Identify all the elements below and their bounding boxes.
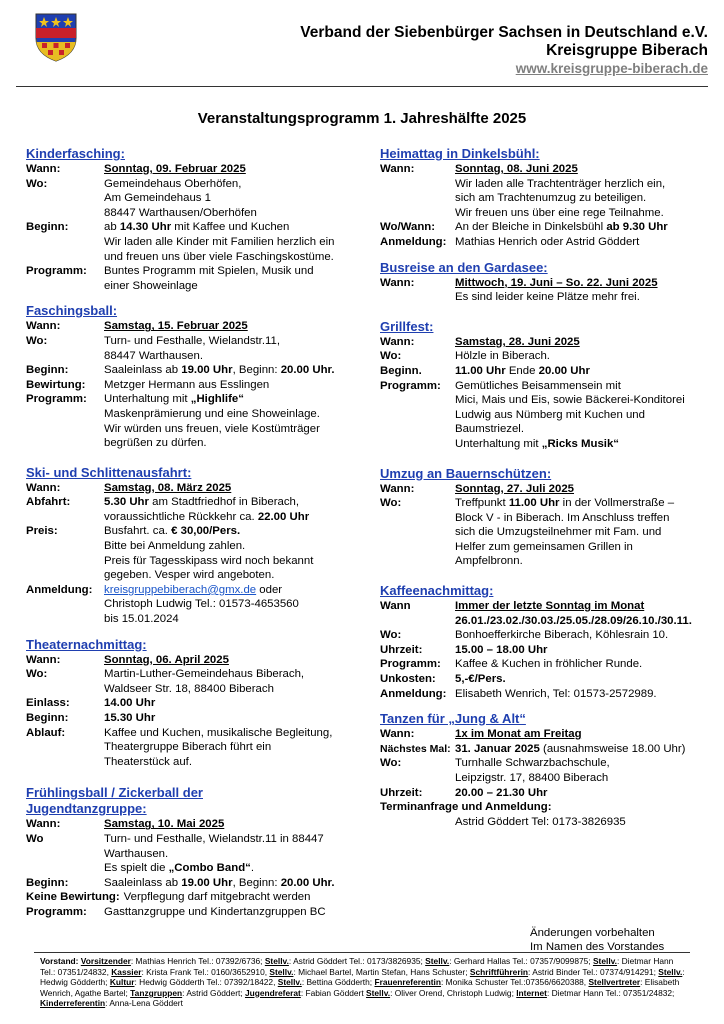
value: Metzger Hermann aus Esslingen (104, 378, 270, 391)
value: 5.30 Uhr am Stadtfriedhof in Biberach, (104, 496, 300, 509)
label: Anmeldung: (380, 687, 447, 700)
value: begrüßen zu dürfen. (104, 437, 207, 450)
value: kreisgruppebiberach@gmx.de oder (104, 583, 283, 596)
label: Wo: (26, 177, 48, 190)
footer-person: : Mathias Henrich Tel.: 07392/6736; (130, 956, 265, 966)
label: Programm: (380, 658, 441, 671)
value: Saaleinlass ab 19.00 Uhr, Beginn: 20.00 Uhr. (104, 876, 335, 889)
section-ski (26, 465, 366, 627)
date: Samstag, 08. März 2025 (104, 481, 232, 494)
label: Abfahrt: (26, 496, 71, 509)
label: Wann: (26, 163, 61, 175)
label: Wann: (26, 818, 61, 831)
footer-role: Kultur (109, 977, 135, 988)
value: 88447 Warthausen/Oberhöfen (104, 206, 257, 219)
footer-role: Stellv. (592, 956, 618, 966)
footer-role: Kinderreferentin (40, 998, 106, 1009)
label: Ablauf: (26, 726, 66, 739)
value: Wir laden alle Kinder mit Familien herzlich ein (104, 235, 335, 248)
label: Beginn: (26, 876, 69, 889)
label: Terminanfrage und Anmeldung: (380, 801, 552, 814)
date: Sonntag, 27. Juli 2025 (455, 482, 575, 495)
section-busreise (380, 260, 710, 305)
label: Beginn. (380, 364, 422, 377)
left-column (26, 146, 366, 930)
footer-label: Vorstand: (40, 956, 79, 966)
value: 11.00 Uhr Ende 20.00 Uhr (455, 364, 590, 377)
value: Am Gemeindehaus 1 (104, 192, 212, 205)
section-theater (26, 637, 366, 770)
document-title: Veranstaltungsprogramm 1. Jahreshälfte 2025 (197, 110, 527, 127)
value: Es sind leider keine Plätze mehr frei. (455, 291, 640, 304)
signature-line: Im Namen des Vorstandes (530, 941, 665, 953)
value: Turnhalle Schwarzbachschule, (455, 757, 610, 770)
label: Wo: (26, 668, 48, 681)
label: Unkosten: (380, 673, 436, 686)
label: Wann: (380, 335, 415, 348)
value: Saaleinlass ab 19.00 Uhr, Beginn: 20.00 Uhr. (104, 364, 335, 377)
label: Nächstes Mal: (380, 742, 451, 755)
footer-person: : Monika Schuster Tel.:07356/6620388, (441, 977, 589, 988)
label: Einlass: (26, 697, 70, 710)
value: Block V - in Biberach. Im Anschluss treffen (455, 511, 670, 524)
value: Hölzle in Biberach. (455, 350, 550, 363)
section-grillfest (380, 319, 710, 452)
section-kinderfasching (26, 146, 366, 293)
value: Turn- und Festhalle, Wielandstr.11, (104, 334, 281, 347)
footer-person: : Astrid Göddert; (182, 987, 245, 998)
section-heading: Heimattag in Dinkelsbühl: (380, 146, 540, 161)
value: 5,-€/Pers. (455, 673, 506, 686)
changes-note (530, 926, 664, 954)
value: Theatergruppe Biberach führt ein (104, 741, 272, 754)
value: gegeben. Vesper wird angeboten. (104, 569, 275, 582)
value: 88447 Warthausen. (104, 349, 203, 362)
footer-divider (34, 952, 690, 953)
section-heading: Kaffeenachmittag: (380, 583, 494, 599)
value: Elisabeth Wenrich, Tel: 01573-2572989. (455, 687, 657, 700)
value: Waldseer Str. 18, 88400 Biberach (104, 682, 274, 695)
footer-role: Frauenreferentin (374, 977, 442, 988)
footer-role: Stellv. (264, 956, 289, 966)
date: Sonntag, 08. Juni 2025 (455, 163, 578, 175)
label: Wo (26, 832, 44, 845)
footer-role: Stellv. (269, 966, 294, 977)
section-heading: Busreise an den Gardasee: (380, 259, 548, 275)
label: Wo: (26, 334, 48, 347)
value: bis 15.01.2024 (104, 613, 179, 626)
crest-logo (34, 12, 78, 62)
value: Helfer zum gemeinsamen Grillen in (455, 540, 633, 553)
footer-person: : Dietmar Hann Tel.: 07351/24832; (546, 987, 675, 998)
label: Beginn: (26, 364, 69, 377)
section-heading: Jugendtanzgruppe: (26, 801, 147, 817)
value: 14.00 Uhr (104, 697, 156, 710)
date: Mittwoch, 19. Juni – So. 22. Juni 2025 (455, 276, 658, 289)
footer-role: Stellv. (366, 987, 391, 998)
value: Treffpunkt 11.00 Uhr in der Vollmerstraße – (455, 497, 675, 510)
footer-person: : Astrid Göddert Tel.: 0173/3826935; (288, 956, 426, 966)
label: Preis: (26, 525, 58, 538)
value: Warthausen. (104, 847, 169, 860)
label: Wann: (380, 276, 415, 289)
label: Wann: (380, 482, 415, 495)
footer-role: Kassier (111, 966, 142, 977)
footer-person: : Anna-Lena Göddert (105, 998, 183, 1009)
value: Gasttanzgruppe und Kindertanzgruppen BC (104, 905, 326, 918)
value: Busfahrt. ca. € 30,00/Pers. (104, 525, 241, 538)
footer-person: : Dietmar Hann Tel.: 07351/24832, (40, 956, 674, 977)
value: voraussichtliche Rückkehr ca. 22.00 Uhr (104, 510, 310, 523)
date: Samstag, 28. Juni 2025 (455, 335, 580, 348)
label: Uhrzeit: (380, 786, 423, 799)
label: Wann: (380, 728, 415, 741)
footer-role: Stellvertreter (588, 977, 641, 988)
value: Verpflegung darf mitgebracht werden (123, 891, 311, 904)
value: Theaterstück auf. (104, 755, 193, 768)
footer-person: : Gerhard Hallas Tel.: 07357/9099875; (449, 956, 593, 966)
label: Wo: (380, 497, 402, 510)
section-heading: Frühlingsball / Zickerball der (26, 785, 203, 801)
website-link[interactable]: www.kreisgruppe-biberach.de (515, 61, 708, 76)
value: Kaffee und Kuchen, musikalische Begleitung, (104, 726, 333, 739)
section-heading: Theaternachmittag: (26, 636, 147, 652)
value: Gemeindehaus Oberhöfen, (104, 177, 242, 190)
section-tanzen (380, 711, 710, 829)
section-umzug (380, 466, 710, 570)
value: Christoph Ludwig Tel.: 01573-4653560 (104, 598, 299, 611)
footer-role: Vorsitzender (80, 956, 131, 966)
value: Wir freuen uns über eine rege Teilnahme. (455, 206, 664, 219)
footer-person: : Oliver Orend, Christoph Ludwig; (390, 987, 517, 998)
value: Martin-Luther-Gemeindehaus Biberach, (104, 668, 305, 681)
value: Es spielt die „Combo Band“. (104, 862, 255, 875)
value: 15.30 Uhr (104, 712, 156, 724)
section-faschingsball (26, 303, 366, 450)
section-fruehlingsball (26, 785, 366, 919)
value: sich die Umzugsteilnehmer mit Fam. und (455, 526, 662, 539)
org-name: Verband der Siebenbürger Sachsen in Deutschland e.V. (300, 24, 708, 41)
value: Kaffee & Kuchen in fröhlicher Runde. (455, 658, 643, 671)
value: Wir laden alle Trachtenträger herzlich ein, (455, 177, 666, 190)
date: Immer der letzte Sonntag im Monat (455, 600, 645, 613)
label: Wo/Wann: (380, 221, 436, 234)
value: und freuen uns über viele Faschingskostüme. (104, 250, 334, 263)
section-heading: Tanzen für „Jung & Alt“ (380, 711, 526, 727)
value: Gemütliches Beisammensein mit (455, 379, 621, 392)
email-link[interactable]: kreisgruppebiberach@gmx.de (104, 583, 257, 596)
section-heading: Grillfest: (380, 318, 434, 334)
value: Maskenprämierung und eine Showeinlage. (104, 407, 320, 420)
label: Wann: (380, 163, 415, 175)
value: Ampfelbronn. (455, 555, 523, 568)
label: Wann: (26, 481, 61, 494)
footer-role: Stellv. (277, 977, 302, 988)
section-heading: Umzug an Bauernschützen: (380, 465, 552, 481)
footer-role: Tanzgruppen (130, 987, 183, 998)
date: Sonntag, 09. Februar 2025 (104, 163, 246, 175)
footer-person: : Astrid Binder Tel.: 07374/914291; (528, 966, 659, 977)
value: Mathias Henrich oder Astrid Göddert (455, 235, 640, 248)
footer-role: Internet (516, 987, 547, 998)
org-subname: Kreisgruppe Biberach (546, 42, 708, 59)
value: Leipzigstr. 17, 88400 Biberach (455, 772, 609, 784)
label: Programm: (26, 393, 87, 406)
value: einer Showeinlage (104, 279, 198, 292)
date: Samstag, 10. Mai 2025 (104, 818, 225, 831)
right-column (380, 146, 710, 839)
footer-role: Stellv. (658, 966, 683, 977)
label: Keine Bewirtung: (26, 891, 120, 904)
footer-person: : Fabian Göddert (300, 987, 367, 998)
value: 20.00 – 21.30 Uhr (455, 786, 548, 799)
date: 1x im Monat am Freitag (455, 728, 582, 741)
section-kaffeenachmittag (380, 583, 710, 701)
value: Bonhoefferkirche Biberach, Köhlesrain 10. (455, 629, 669, 642)
label: Uhrzeit: (380, 643, 423, 656)
value: Astrid Göddert Tel: 0173-3826935 (455, 815, 626, 828)
label: Wo: (380, 350, 402, 363)
section-heading: Faschingsball: (26, 303, 118, 319)
label: Programm: (380, 379, 441, 392)
footer-role: Schriftführerin (469, 966, 529, 977)
value: sich am Trachtenumzug zu beteiligen. (455, 192, 647, 205)
header-divider (16, 86, 708, 87)
value: 15.00 – 18.00 Uhr (455, 643, 548, 656)
value: An der Bleiche in Dinkelsbühl ab 9.30 Uhr (455, 221, 668, 234)
label: Beginn: (26, 221, 69, 234)
changes-line: Änderungen vorbehalten (530, 927, 655, 939)
value: Unterhaltung mit „Highlife“ (104, 393, 244, 406)
label: Wo: (380, 757, 402, 770)
value: Ludwig aus Nümberg mit Kuchen und (455, 408, 645, 421)
footer-board-list (40, 956, 690, 1009)
value: Wir würden uns freuen, viele Kostümträger (104, 422, 320, 435)
label: Wann (380, 600, 411, 613)
footer-role: Jugendreferat (244, 987, 301, 998)
date: Samstag, 15. Februar 2025 (104, 320, 248, 333)
label: Programm: (26, 905, 87, 918)
footer-role: Stellv. (425, 956, 450, 966)
section-heimattag (380, 146, 710, 250)
label: Wann: (26, 320, 61, 333)
dates-list: 26.01./23.02./30.03./25.05./28.09/26.10./30.11. (455, 614, 692, 627)
value: Unterhaltung mit „Ricks Musik“ (455, 437, 619, 450)
footer-person: : Bettina Gödderth; (301, 977, 375, 988)
footer-person: : Michael Bartel, Martin Stefan, Hans Schuster; (293, 966, 470, 977)
label: Bewirtung: (26, 378, 86, 391)
value: Buntes Programm mit Spielen, Musik und (104, 265, 314, 278)
footer-person: : Hedwig Gödderth Tel.: 07392/18422, (134, 977, 278, 988)
label: Programm: (26, 265, 87, 278)
value: Baumstriezel. (455, 423, 525, 436)
value: Turn- und Festhalle, Wielandstr.11 in 88447 (104, 832, 324, 845)
date: Sonntag, 06. April 2025 (104, 653, 229, 666)
value: ab 14.30 Uhr mit Kaffee und Kuchen (104, 221, 290, 234)
footer-person: : Krista Frank Tel.: 0160/3652910, (141, 966, 270, 977)
label: Beginn: (26, 712, 69, 724)
label: Wo: (380, 629, 402, 642)
value: 31. Januar 2025 (ausnahmsweise 18.00 Uhr) (455, 742, 686, 755)
label: Anmeldung: (380, 235, 447, 248)
section-heading: Ski- und Schlittenausfahrt: (26, 464, 192, 480)
value: Mici, Mais und Eis, sowie Bäckerei-Konditorei (455, 394, 685, 407)
label: Wann: (26, 653, 61, 666)
value: Bitte bei Anmeldung zahlen. (104, 540, 246, 553)
footer-person: : Elisabeth Wenrich, Agathe Bartel; (40, 977, 680, 998)
footer-person: : Hedwig Gödderth; (40, 966, 685, 988)
label: Anmeldung: (26, 583, 93, 596)
value: Preis für Tagesskipass wird noch bekannt (104, 554, 314, 567)
section-heading: Kinderfasching: (26, 146, 125, 161)
